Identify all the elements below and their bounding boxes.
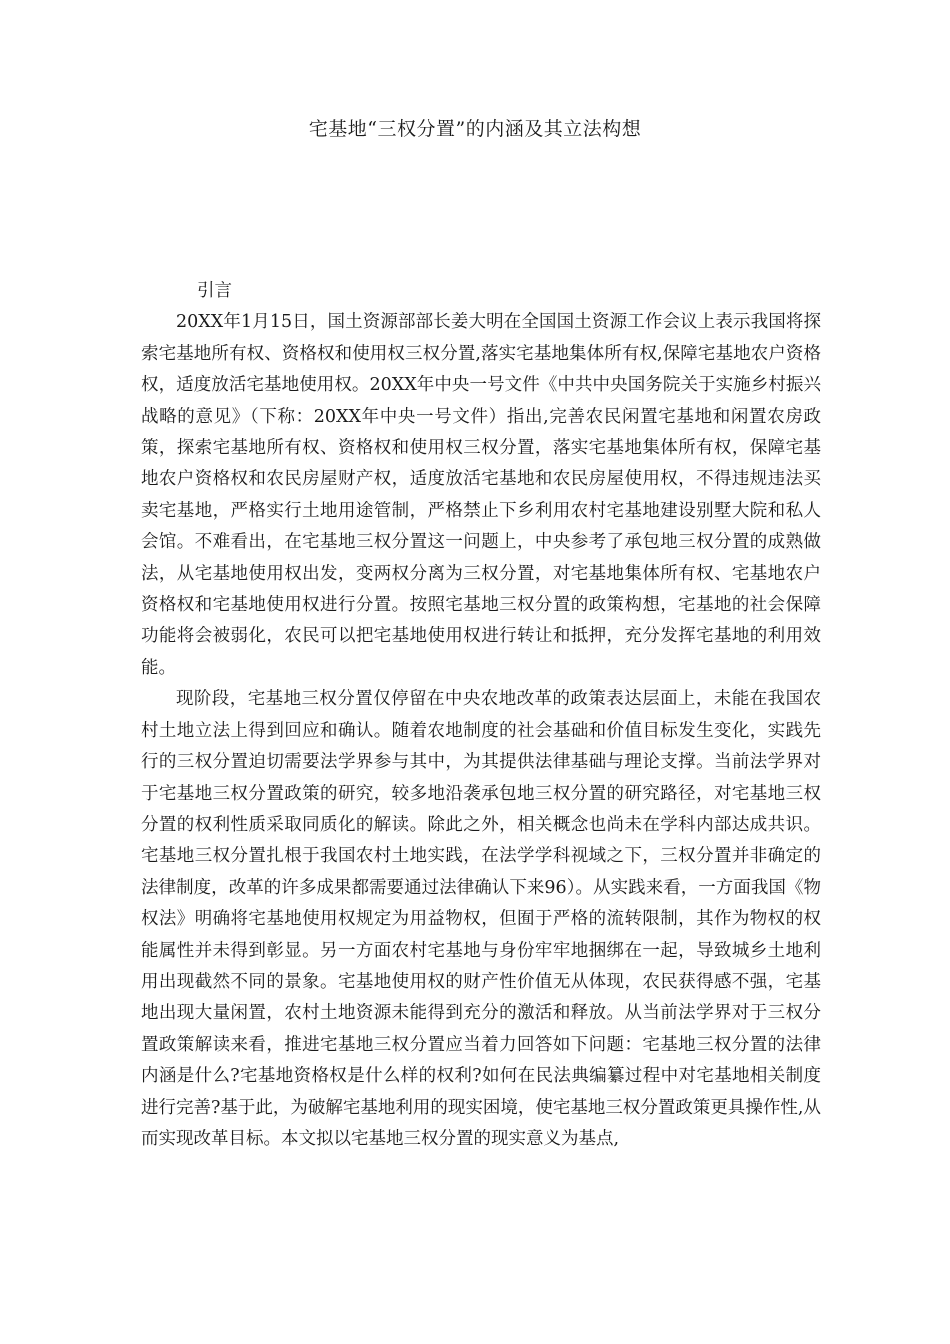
document-body [141,276,821,1155]
paragraph-2: 现阶段，宅基地三权分置仅停留在中央农地改革的政策表达层面上，未能在我国农村土地立法上得到回应和确认。随着农地制度的社会基础和价值目标发生变化，实践先行的三权分置迫切需要法学界参与其中，为其提供法律基础与理论支撑。当前法学界对于宅基地三权分置政策的研究，较多地沿袭承包地三权分置的研究路径，对宅基地三权分置的权利性质采取同质化的解读。除此之外，相关概念也尚未在学科内部达成共识。宅基地三权分置扎根于我国农村土地实践，在法学学科视域之下，三权分置并非确定的法律制度，改革的许多成果都需要通过法律确认下来96）。从实践来看，一方面我国《物权法》明确将宅基地使用权规定为用益物权，但囿于严格的流转限制，其作为物权的权能属性并未得到彰显。另一方面农村宅基地与身份牢牢地捆绑在一起，导致城乡土地利用出现截然不同的景象。宅基地使用权的财产性价值无从体现，农民获得感不强，宅基地出现大量闲置，农村土地资源未能得到充分的激活和释放。从当前法学界对于三权分置政策解读来看，推进宅基地三权分置应当着力回答如下问题：宅基地三权分置的法律内涵是什么?宅基地资格权是什么样的权利?如何在民法典编纂过程中对宅基地相关制度进行完善?基于此，为破解宅基地利用的现实困境，使宅基地三权分置政策更具操作性,从而实现改革目标。本文拟以宅基地三权分置的现实意义为基点, [141,689,821,1149]
section-heading-introduction: 引言 [197,281,232,301]
paragraph-1: 20XX年1月15日，国土资源部部长姜大明在全国国土资源工作会议上表示我国将探索宅基地所有权、资格权和使用权三权分置,落实宅基地集体所有权,保障宅基地农户资格权，适度放活宅基地使用权。20XX年中央一号文件《中共中央国务院关于实施乡村振兴战略的意见》（下称：20XX年中央一号文件）指出,完善农民闲置宅基地和闲置农房政策，探索宅基地所有权、资格权和使用权三权分置，落实宅基地集体所有权，保障宅基地农户资格权和农民房屋财产权，适度放活宅基地和农民房屋使用权，不得违规违法买卖宅基地，严格实行土地用途管制，严格禁止下乡利用农村宅基地建设别墅大院和私人会馆。不难看出，在宅基地三权分置这一问题上，中央参考了承包地三权分置的成熟做法，从宅基地使用权出发，变两权分离为三权分置，对宅基地集体所有权、宅基地农户资格权和宅基地使用权进行分置。按照宅基地三权分置的政策构想，宅基地的社会保障功能将会被弱化，农民可以把宅基地使用权进行转让和抵押，充分发挥宅基地的利用效能。 [141,312,821,678]
document-title: 宅基地“三权分置”的内涵及其立法构想 [308,118,642,140]
